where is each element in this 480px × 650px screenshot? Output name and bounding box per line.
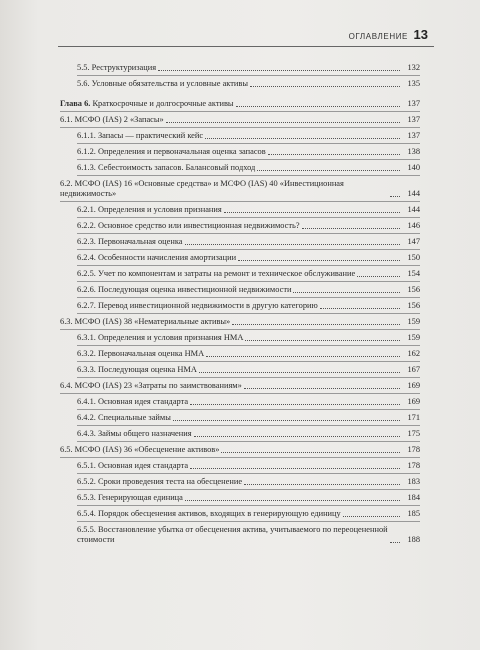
toc-section-entry [60, 179, 420, 199]
toc-row [60, 394, 420, 409]
toc-page-number: 162 [407, 349, 420, 358]
toc-subsection-entry [60, 493, 420, 503]
toc-entry-title: 6.4.1. Основная идея стандарта [77, 397, 189, 406]
toc-subsection-entry [60, 461, 420, 471]
toc-page-number: 183 [407, 477, 420, 486]
toc-row [60, 522, 420, 547]
dot-leader [293, 291, 400, 293]
toc-entry-title: 6.2.1. Определения и условия признания [77, 205, 222, 214]
toc-row [60, 218, 420, 233]
toc-page-number: 159 [407, 317, 420, 326]
toc-subsection-entry [60, 131, 420, 141]
toc-section-entry [60, 445, 420, 455]
toc-entry-title: 6.5.3. Генерирующая единица [77, 493, 183, 502]
dot-leader [199, 371, 400, 373]
toc-page-number: 169 [407, 381, 420, 390]
toc-subsection-entry [60, 349, 420, 359]
toc-entry-title: 6.3.2. Первоначальная оценка НМА [77, 349, 205, 358]
chapter-title: Краткосрочные и долгосрочные активы [90, 99, 234, 108]
dot-leader [238, 259, 400, 261]
toc-entry-title: 6.2.2. Основное средство или инвестиционная недвижимость? [77, 221, 300, 230]
toc-page-number: 169 [407, 397, 420, 406]
dot-leader [206, 355, 400, 357]
toc-subsection-entry [60, 509, 420, 519]
toc-subsection-entry [60, 269, 420, 279]
toc-entry-title: 6.2.4. Особенности начисления амортизации [77, 253, 237, 262]
toc-page-number: 146 [407, 221, 420, 230]
toc-page-number: 137 [407, 99, 420, 108]
toc-entry-title: 6.5.1. Основная идея стандарта [77, 461, 189, 470]
toc-page-number: 159 [407, 333, 420, 342]
dot-leader [244, 387, 400, 389]
toc-page-number: 184 [407, 493, 420, 502]
page-header [0, 0, 480, 50]
toc-entry-title: 6.4.2. Специальные займы [77, 413, 171, 422]
dot-leader [185, 499, 400, 501]
table-of-contents [60, 60, 420, 547]
toc-page-number: 150 [407, 253, 420, 262]
toc-page-number: 144 [407, 189, 420, 198]
toc-subsection-entry [60, 285, 420, 295]
toc-subsection-entry [60, 147, 420, 157]
toc-subsection-entry [60, 525, 420, 545]
toc-subsection-entry [60, 163, 420, 173]
toc-row [60, 330, 420, 345]
toc-page-number: 137 [407, 131, 420, 140]
dot-leader [205, 137, 400, 139]
dot-leader [390, 541, 400, 543]
toc-entry-title [60, 99, 236, 109]
toc-row [60, 234, 420, 249]
dot-leader [250, 85, 400, 87]
dot-leader [320, 307, 400, 309]
toc-row [60, 202, 420, 217]
dot-leader [390, 195, 400, 197]
dot-leader [343, 515, 400, 517]
dot-leader [190, 467, 400, 469]
toc-row [60, 426, 420, 441]
toc-page-number: 188 [407, 535, 420, 544]
toc-subsection-entry [60, 429, 420, 439]
header-rule [58, 46, 434, 47]
toc-entry-title: 6.2.6. Последующая оценка инвестиционной недвижимости [77, 285, 292, 294]
toc-subsection-entry [60, 205, 420, 215]
toc-entry-title: 6.2.7. Перевод инвестиционной недвижимости в другую категорию [77, 301, 318, 310]
toc-row [60, 506, 420, 521]
dot-leader [185, 243, 400, 245]
toc-page-number: 178 [407, 461, 420, 470]
toc-section-entry [60, 317, 420, 327]
toc-row [60, 96, 420, 111]
toc-entry-title: 6.3.1. Определения и условия признания НМА [77, 333, 244, 342]
toc-page-number: 178 [407, 445, 420, 454]
toc-subsection-entry [60, 79, 420, 89]
toc-entry-title: 6.5.4. Порядок обесценения активов, входящих в генерирующую единицу [77, 509, 341, 518]
toc-entry-title: 6.1.2. Определения и первоначальная оценка запасов [77, 147, 266, 156]
toc-page-number: 144 [407, 205, 420, 214]
dot-leader [302, 227, 400, 229]
dot-leader [173, 419, 400, 421]
toc-row [60, 314, 420, 329]
toc-row [60, 112, 420, 127]
toc-page-number: 156 [407, 285, 420, 294]
toc-subsection-entry [60, 365, 420, 375]
toc-row [60, 410, 420, 425]
toc-row [60, 160, 420, 175]
toc-row [60, 250, 420, 265]
toc-row [60, 362, 420, 377]
toc-row [60, 76, 420, 91]
toc-page-number: 135 [407, 79, 420, 88]
toc-page-number: 140 [407, 163, 420, 172]
toc-section-entry [60, 115, 420, 125]
toc-subsection-entry [60, 333, 420, 343]
page-number: 13 [413, 27, 428, 42]
toc-entry-title: 6.5. МСФО (IAS) 36 «Обесценение активов» [60, 445, 220, 454]
toc-entry-title: 5.5. Реструктуризация [77, 63, 157, 72]
dot-leader [232, 323, 400, 325]
toc-row [60, 474, 420, 489]
toc-page-number: 154 [407, 269, 420, 278]
dot-leader [190, 403, 400, 405]
toc-entry-title: 6.1.3. Себестоимость запасов. Балансовый подход [77, 163, 256, 172]
toc-row [60, 282, 420, 297]
toc-entry-title: 6.5.5. Восстановление убытка от обесценения актива, учитываемого по переоцененной стоимости [77, 525, 388, 544]
toc-row [60, 442, 420, 457]
toc-row [60, 458, 420, 473]
running-header: ОГЛАВЛЕНИЕ [348, 32, 408, 41]
toc-entry-title: 5.6. Условные обязательства и условные активы [77, 79, 248, 88]
toc-page-number: 156 [407, 301, 420, 310]
toc-page-number: 167 [407, 365, 420, 374]
toc-page-number: 175 [407, 429, 420, 438]
toc-subsection-entry [60, 253, 420, 263]
toc-subsection-entry [60, 63, 420, 73]
toc-page-number: 171 [407, 413, 420, 422]
toc-entry-title: 6.3. МСФО (IAS) 38 «Нематериальные активы» [60, 317, 231, 326]
toc-entry-title: 6.1. МСФО (IAS) 2 «Запасы» [60, 115, 164, 124]
toc-row [60, 266, 420, 281]
dot-leader [166, 121, 400, 123]
toc-row [60, 176, 420, 201]
toc-page-number: 137 [407, 115, 420, 124]
dot-leader [194, 435, 400, 437]
toc-row [60, 128, 420, 143]
toc-subsection-entry [60, 397, 420, 407]
toc-subsection-entry [60, 237, 420, 247]
toc-row [60, 378, 420, 393]
dot-leader [357, 275, 400, 277]
toc-chapter-entry [60, 99, 420, 109]
toc-subsection-entry [60, 221, 420, 231]
toc-entry-title: 6.2.3. Первоначальная оценка [77, 237, 183, 246]
toc-entry-title: 6.2.5. Учет по компонентам и затраты на ремонт и техническое обслуживание [77, 269, 356, 278]
dot-leader [158, 69, 400, 71]
toc-page-number: 185 [407, 509, 420, 518]
toc-entry-title: 6.2. МСФО (IAS) 16 «Основные средства» и МСФО (IAS) 40 «Инвестиционная недвижимость» [60, 179, 344, 198]
toc-subsection-entry [60, 301, 420, 311]
dot-leader [245, 339, 400, 341]
toc-page-number: 147 [407, 237, 420, 246]
chapter-label: Глава 6. [60, 99, 91, 108]
toc-subsection-entry [60, 477, 420, 487]
dot-leader [221, 451, 400, 453]
toc-entry-title: 6.3.3. Последующая оценка НМА [77, 365, 197, 374]
toc-entry-title: 6.1.1. Запасы — практический кейс [77, 131, 204, 140]
toc-row [60, 346, 420, 361]
dot-leader [236, 105, 400, 107]
dot-leader [257, 169, 400, 171]
toc-entry-title: 6.4.3. Займы общего назначения [77, 429, 192, 438]
toc-entry-title: 6.5.2. Сроки проведения теста на обесценение [77, 477, 243, 486]
dot-leader [244, 483, 400, 485]
toc-row [60, 60, 420, 75]
toc-section-entry [60, 381, 420, 391]
toc-page-number: 138 [407, 147, 420, 156]
toc-subsection-entry [60, 413, 420, 423]
toc-row [60, 490, 420, 505]
dot-leader [224, 211, 400, 213]
toc-row [60, 298, 420, 313]
toc-row [60, 144, 420, 159]
toc-page-number: 132 [407, 63, 420, 72]
toc-entry-title: 6.4. МСФО (IAS) 23 «Затраты по заимствованиям» [60, 381, 242, 390]
dot-leader [268, 153, 400, 155]
